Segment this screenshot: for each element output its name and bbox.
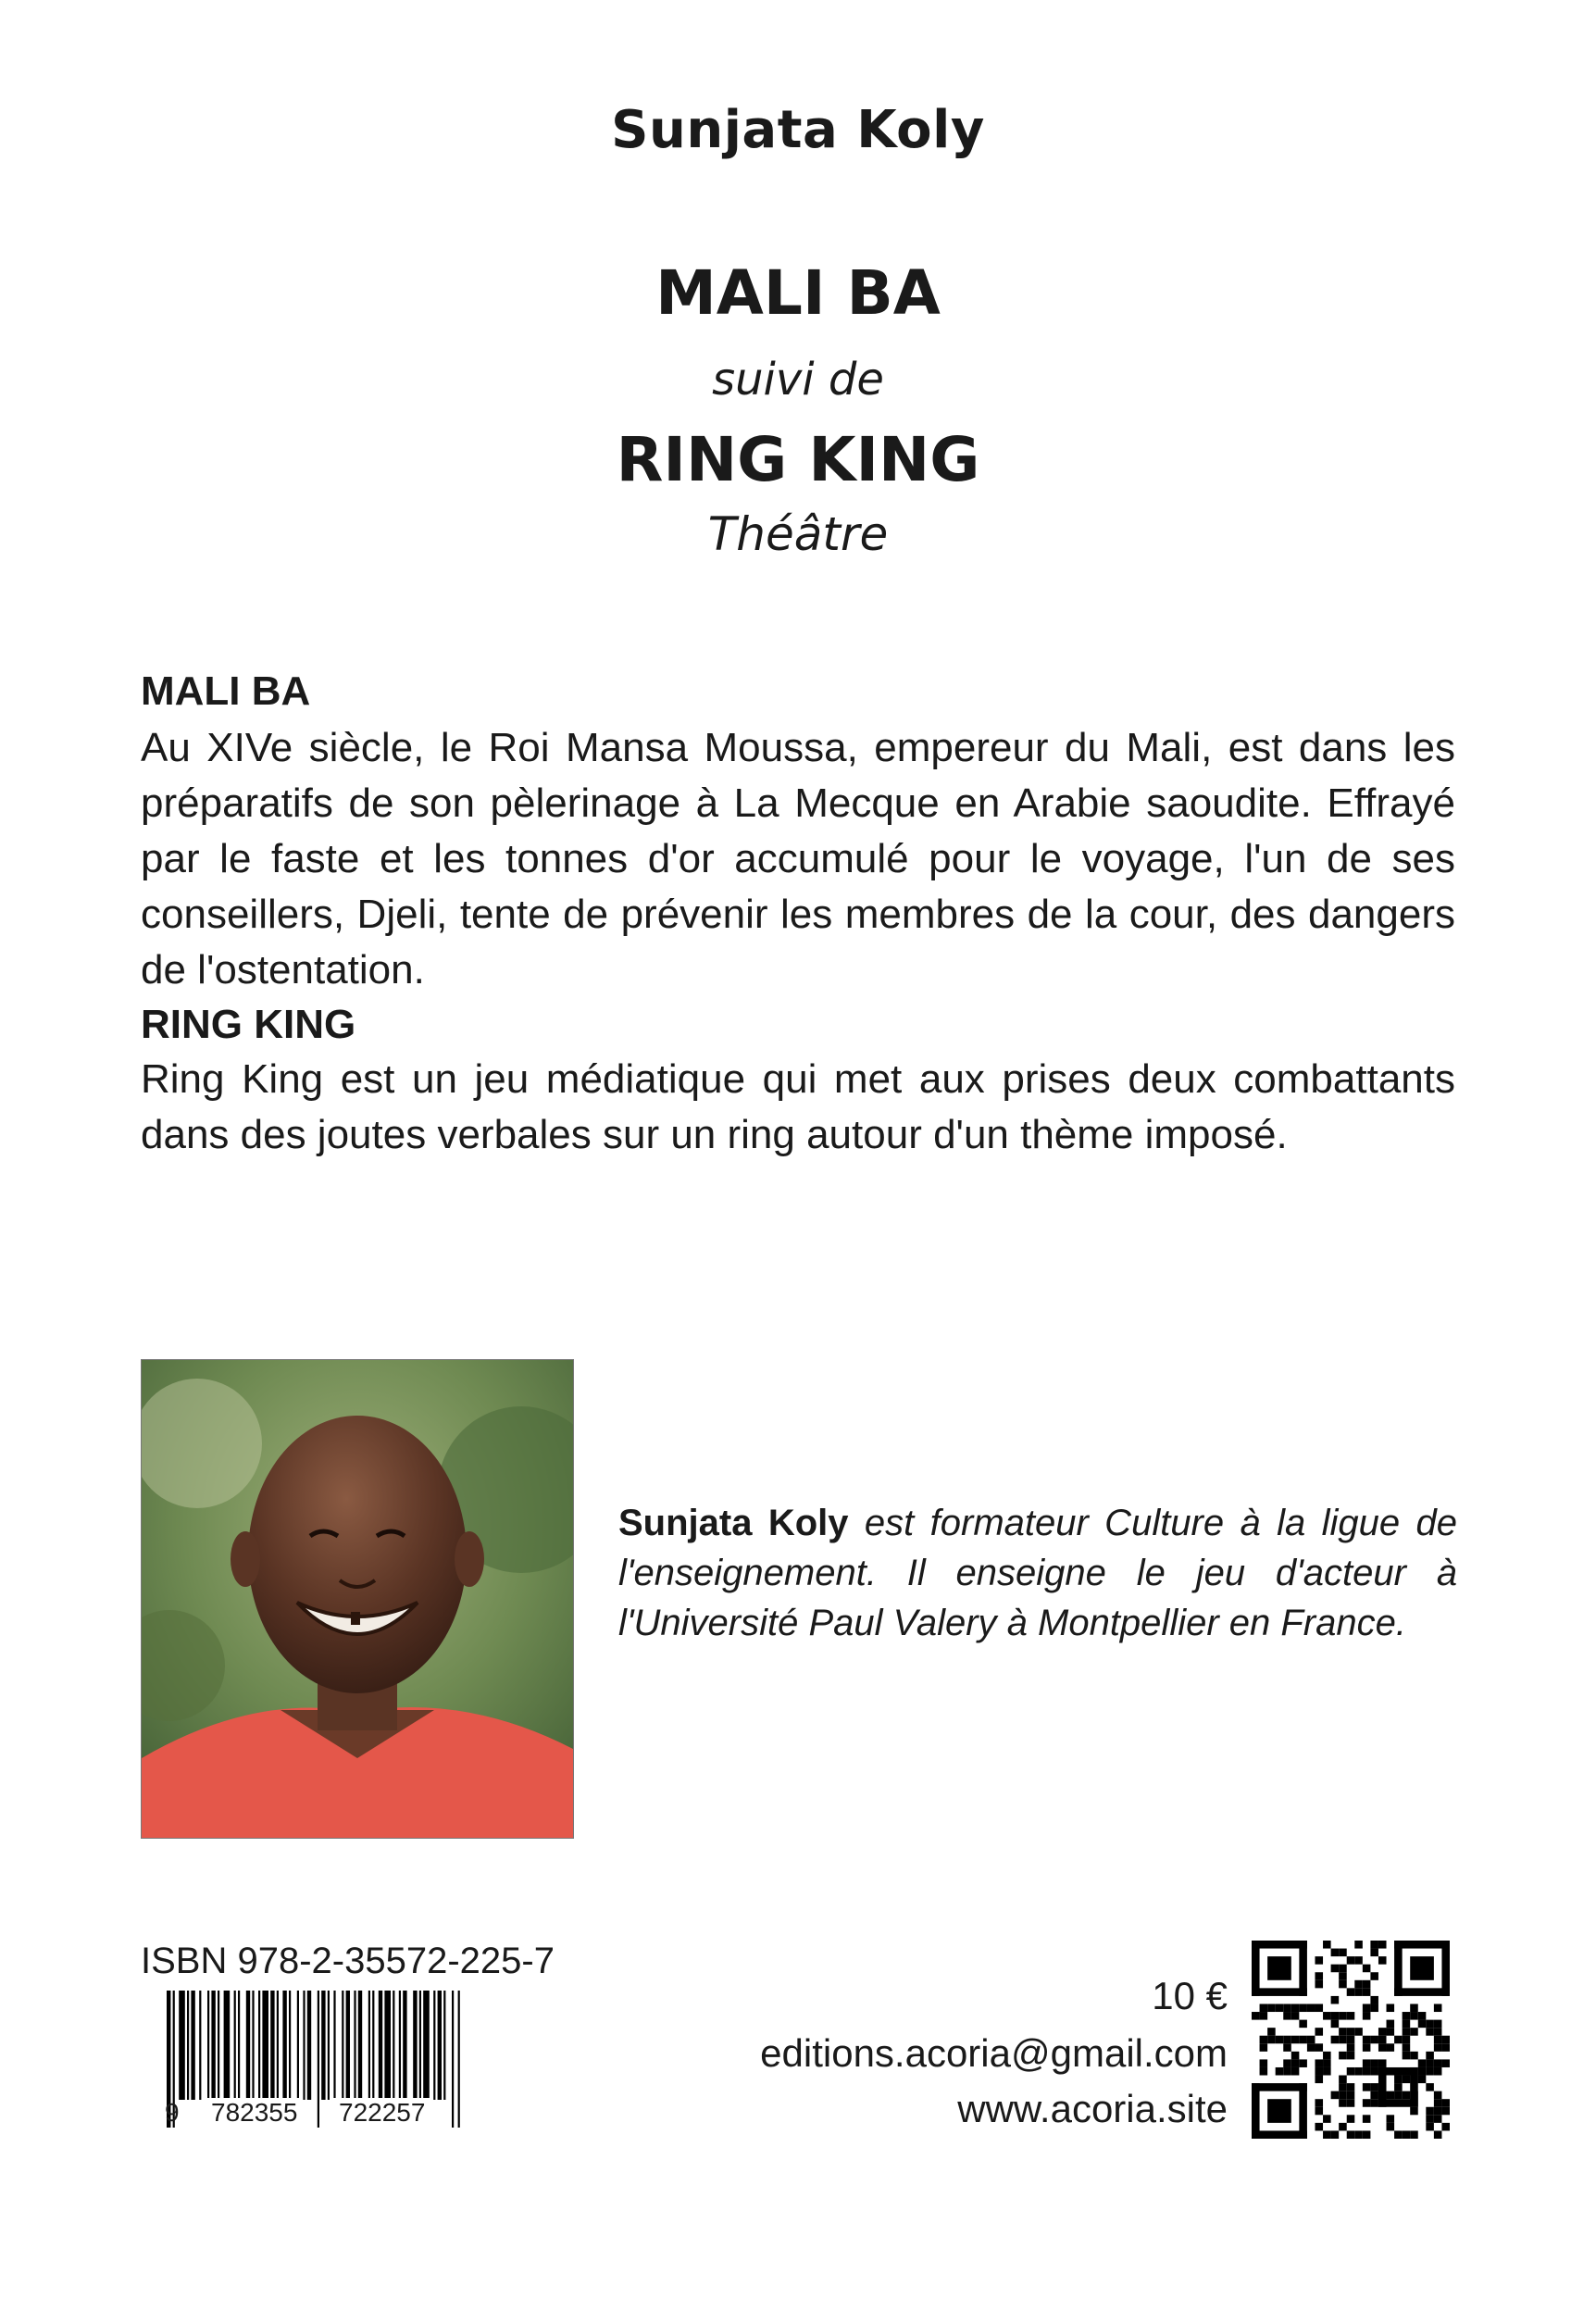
barcode-bar: [443, 1991, 445, 2100]
qr-module: [1363, 1988, 1371, 1996]
qr-module: [1339, 1965, 1347, 1973]
qr-module: [1260, 2004, 1268, 2012]
barcode-bar: [218, 1991, 219, 2100]
qr-module: [1315, 2107, 1323, 2116]
barcode-bar: [346, 1991, 350, 2100]
barcode-bar: [413, 1991, 417, 2100]
qr-module: [1387, 2091, 1395, 2100]
qr-module: [1354, 2067, 1363, 2076]
qr-module: [1370, 2091, 1378, 2100]
qr-module: [1347, 1988, 1355, 1996]
qr-module: [1347, 2012, 1355, 2020]
barcode-bar: [354, 1991, 355, 2100]
qr-module: [1323, 2012, 1331, 2020]
qr-module: [1339, 1972, 1347, 1980]
barcode-bar: [307, 1991, 311, 2100]
qr-module: [1426, 2052, 1434, 2060]
qr-module: [1339, 2123, 1347, 2131]
qr-module: [1418, 2059, 1427, 2067]
author-name: Sunjata Koly: [611, 100, 985, 160]
qr-module: [1434, 2020, 1442, 2029]
qr-module: [1252, 1988, 1307, 1996]
qr-module: [1323, 1941, 1331, 1949]
qr-module: [1394, 1941, 1450, 1949]
qr-module: [1299, 1941, 1307, 1996]
qr-module: [1347, 2067, 1355, 2076]
qr-module: [1370, 2083, 1378, 2091]
qr-module: [1370, 2036, 1378, 2044]
qr-module: [1283, 2036, 1291, 2044]
qr-module: [1331, 2091, 1340, 2100]
qr-module: [1315, 2028, 1323, 2036]
qr-module: [1363, 1965, 1371, 1973]
qr-module: [1387, 2004, 1395, 2012]
qr-module: [1291, 2036, 1300, 2044]
qr-module: [1315, 2123, 1323, 2131]
barcode-bar: [423, 1991, 430, 2100]
barcode-bar: [252, 1991, 254, 2100]
barcode-bar: [393, 1991, 394, 2100]
barcode-bar: [191, 1991, 194, 2100]
title-connector: suivi de: [712, 354, 884, 406]
qr-module: [1347, 2036, 1355, 2044]
qr-module: [1283, 2059, 1291, 2067]
qr-module: [1403, 2028, 1411, 2036]
qr-module: [1441, 2099, 1450, 2107]
qr-module: [1403, 2076, 1411, 2084]
qr-module: [1434, 2004, 1442, 2012]
qr-module: [1378, 2043, 1387, 2052]
qr-module: [1370, 1949, 1378, 1957]
qr-module: [1315, 2076, 1323, 2084]
qr-module: [1291, 2004, 1300, 2012]
qr-module: [1426, 2067, 1434, 2076]
qr-module: [1299, 2083, 1307, 2139]
section-heading-mali-ba: MALI BA: [141, 668, 311, 714]
barcode-bar: [258, 1991, 260, 2100]
qr-module: [1370, 1996, 1378, 2004]
qr-module: [1291, 2067, 1300, 2076]
qr-module: [1252, 1941, 1307, 1949]
qr-module: [1315, 2043, 1323, 2052]
section-text-mali-ba: Au XIVe siècle, le Roi Mansa Moussa, empereur du Mali, est dans les préparatifs de son pèlerinage à La Mecque en Arabie saoudite. Effrayé par le faste et les tonnes d'or accumulé pour le voyage, l'un de ses conseillers, Djeli, tente de prévenir les membres de la cour, des dangers de l'ostentation.: [141, 725, 1455, 992]
qr-module: [1307, 2036, 1315, 2044]
qr-module: [1370, 2067, 1378, 2076]
qr-module: [1354, 2130, 1363, 2139]
qr-module: [1339, 2099, 1347, 2107]
barcode-bar: [328, 1991, 330, 2100]
barcode-bar: [342, 1991, 343, 2100]
section-heading-ring-king: RING KING: [141, 1002, 356, 1047]
qr-module: [1323, 2115, 1331, 2123]
qr-module: [1252, 2083, 1307, 2091]
qr-module: [1354, 1956, 1363, 1965]
qr-module: [1307, 2043, 1315, 2052]
qr-module: [1276, 2036, 1284, 2044]
qr-module: [1315, 2099, 1323, 2107]
qr-module: [1252, 2130, 1307, 2139]
qr-module: [1434, 2115, 1442, 2123]
qr-module: [1403, 2052, 1411, 2060]
qr-module: [1347, 2130, 1355, 2139]
qr-module: [1441, 2036, 1450, 2044]
barcode-bar: [438, 1991, 442, 2100]
qr-module: [1394, 2130, 1403, 2139]
qr-module: [1426, 2020, 1434, 2029]
qr-module: [1267, 2004, 1276, 2012]
barcode-bar: [372, 1991, 374, 2100]
qr-module: [1370, 2004, 1378, 2012]
author-photo: [141, 1359, 574, 1839]
book-title-2: RING KING: [616, 424, 980, 495]
qr-module: [1267, 2036, 1276, 2044]
qr-module: [1252, 2012, 1260, 2020]
barcode-bar: [458, 1991, 460, 2128]
barcode-bar: [234, 1991, 236, 2100]
barcode-bar: [318, 1991, 319, 2128]
qr-module: [1283, 2012, 1291, 2020]
qr-code: [1252, 1941, 1450, 2139]
qr-module: [1394, 2083, 1403, 2091]
barcode-bar: [321, 1991, 325, 2100]
qr-module: [1331, 2020, 1340, 2029]
qr-module: [1441, 2107, 1450, 2116]
qr-module: [1339, 2076, 1347, 2084]
barcode-bar: [384, 1991, 391, 2100]
qr-module: [1394, 2036, 1403, 2044]
barcode-digits-group2: 722257: [333, 2098, 430, 2128]
qr-module: [1426, 2123, 1434, 2131]
author-bio: [618, 1498, 1457, 1648]
qr-module: [1394, 2091, 1403, 2100]
bio-author-name: Sunjata Koly: [618, 1503, 849, 1543]
qr-module: [1260, 2059, 1268, 2067]
genre-label: Théâtre: [707, 507, 889, 561]
qr-module: [1410, 1956, 1434, 1980]
qr-module: [1315, 1956, 1323, 1965]
qr-module: [1426, 2083, 1434, 2091]
qr-module: [1339, 2052, 1347, 2060]
qr-module: [1387, 2123, 1395, 2131]
qr-module: [1394, 1988, 1450, 1996]
qr-module: [1252, 1941, 1260, 1996]
qr-module: [1410, 2012, 1418, 2020]
qr-module: [1403, 2036, 1411, 2044]
qr-module: [1260, 2067, 1268, 2076]
qr-module: [1394, 1941, 1403, 1996]
qr-module: [1370, 2099, 1378, 2107]
qr-module: [1339, 1949, 1347, 1957]
qr-module: [1363, 2130, 1371, 2139]
qr-module: [1370, 1941, 1378, 1949]
qr-module: [1378, 1941, 1387, 1949]
qr-module: [1387, 2020, 1395, 2029]
qr-module: [1315, 1972, 1323, 1980]
qr-module: [1291, 2012, 1300, 2020]
qr-module: [1363, 2004, 1371, 2012]
qr-module: [1403, 2012, 1411, 2020]
qr-module: [1315, 2067, 1323, 2076]
qr-module: [1434, 2059, 1442, 2067]
qr-module: [1323, 2052, 1331, 2060]
qr-module: [1347, 1956, 1355, 1965]
qr-module: [1315, 1980, 1323, 1989]
barcode-digit-first: 9: [165, 2098, 180, 2127]
qr-module: [1387, 2028, 1395, 2036]
barcode-bar: [403, 1991, 406, 2100]
qr-module: [1323, 2059, 1331, 2067]
qr-module: [1339, 2012, 1347, 2020]
qr-module: [1347, 2115, 1355, 2123]
qr-module: [1347, 2043, 1355, 2052]
qr-module: [1403, 2130, 1411, 2139]
qr-module: [1426, 2059, 1434, 2067]
barcode-bar: [246, 1991, 250, 2100]
book-title-1: MALI BA: [655, 257, 941, 329]
barcode-bar: [379, 1991, 382, 2100]
qr-module: [1403, 2043, 1411, 2052]
barcode-bar: [358, 1991, 362, 2100]
qr-module: [1363, 2036, 1371, 2044]
qr-module: [1363, 1980, 1371, 1989]
qr-module: [1354, 1980, 1363, 1989]
qr-module: [1410, 2130, 1418, 2139]
qr-module: [1299, 2036, 1307, 2044]
qr-module: [1418, 2076, 1427, 2084]
publisher-website[interactable]: www.acoria.site: [957, 2087, 1228, 2130]
qr-module: [1418, 2067, 1427, 2076]
qr-module: [1291, 2059, 1300, 2067]
qr-module: [1331, 2036, 1340, 2044]
qr-module: [1434, 2036, 1442, 2044]
qr-module: [1331, 2130, 1340, 2139]
qr-module: [1363, 2115, 1371, 2123]
qr-module: [1354, 1941, 1363, 1949]
qr-module: [1323, 2130, 1331, 2139]
qr-module: [1441, 2059, 1450, 2067]
qr-module: [1252, 2083, 1260, 2139]
qr-module: [1299, 2059, 1307, 2067]
qr-module: [1299, 2020, 1307, 2029]
qr-module: [1339, 1980, 1347, 1989]
price: 10 €: [1152, 1974, 1228, 2017]
barcode-bar: [452, 1991, 454, 2128]
qr-module: [1418, 2012, 1427, 2020]
barcode-bar: [297, 1991, 299, 2100]
barcode-bar: [262, 1991, 268, 2100]
qr-module: [1434, 2107, 1442, 2116]
qr-module: [1260, 2012, 1268, 2020]
qr-module: [1441, 1941, 1450, 1996]
qr-module: [1283, 2067, 1291, 2076]
barcode-bar: [368, 1991, 370, 2100]
qr-module: [1331, 2012, 1340, 2020]
qr-module: [1363, 2059, 1371, 2067]
qr-module: [1426, 2115, 1434, 2123]
qr-module: [1323, 2067, 1331, 2076]
barcode-bar: [207, 1991, 209, 2100]
qr-module: [1370, 1972, 1378, 1980]
qr-module: [1410, 2107, 1418, 2116]
qr-module: [1441, 2043, 1450, 2052]
qr-module: [1363, 2099, 1371, 2107]
qr-module: [1378, 2036, 1387, 2044]
qr-module: [1260, 2043, 1268, 2052]
qr-module: [1283, 2004, 1291, 2012]
qr-module: [1370, 2059, 1378, 2067]
qr-module: [1315, 2004, 1323, 2012]
qr-module: [1403, 2091, 1411, 2100]
barcode-bar: [187, 1991, 189, 2100]
qr-module: [1291, 2052, 1300, 2060]
qr-module: [1347, 2099, 1355, 2107]
qr-module: [1347, 2091, 1355, 2100]
qr-module: [1315, 2059, 1323, 2067]
barcode-bar: [399, 1991, 401, 2100]
qr-module: [1331, 1996, 1340, 2004]
qr-module: [1347, 2052, 1355, 2060]
qr-module: [1387, 2115, 1395, 2123]
qr-module: [1276, 2004, 1284, 2012]
qr-module: [1276, 2067, 1284, 2076]
barcode-bar: [277, 1991, 279, 2100]
barcode-bar: [433, 1991, 435, 2100]
qr-module: [1387, 2043, 1395, 2052]
barcode-bar: [199, 1991, 201, 2100]
qr-module: [1441, 2123, 1450, 2131]
barcode-bar: [211, 1991, 215, 2100]
qr-module: [1283, 2043, 1291, 2052]
qr-module: [1434, 2028, 1442, 2036]
qr-module: [1354, 2028, 1363, 2036]
barcode-bar: [289, 1991, 291, 2100]
isbn-label: ISBN 978-2-35572-225-7: [141, 1941, 555, 1981]
qr-module: [1410, 2004, 1418, 2012]
qr-module: [1426, 2028, 1434, 2036]
qr-module: [1267, 2099, 1291, 2123]
qr-module: [1434, 2091, 1442, 2100]
barcode-bar: [238, 1991, 240, 2100]
qr-module: [1363, 2067, 1371, 2076]
barcode-digits-group1: 782355: [206, 2098, 303, 2128]
barcode-bar: [419, 1991, 421, 2100]
qr-module: [1347, 2083, 1355, 2091]
qr-module: [1434, 2067, 1442, 2076]
qr-module: [1410, 2052, 1418, 2060]
qr-module: [1378, 2059, 1387, 2067]
qr-module: [1347, 2028, 1355, 2036]
qr-module: [1331, 1965, 1340, 1973]
qr-module: [1339, 2091, 1347, 2100]
publisher-email[interactable]: editions.acoria@gmail.com: [760, 2031, 1228, 2075]
barcode-bar: [270, 1991, 274, 2100]
barcode-bar: [224, 1991, 231, 2100]
qr-module: [1378, 2067, 1387, 2107]
qr-module: [1426, 2107, 1434, 2116]
bio-text: est formateur Culture à la ligue de l'enseignement. Il enseigne le jeu d'acteur à l'Université Paul Valery à Montpellier en France.: [618, 1503, 1458, 1643]
qr-module: [1394, 2076, 1403, 2084]
qr-module: [1434, 2130, 1442, 2139]
qr-module: [1434, 2099, 1442, 2107]
qr-module: [1260, 2036, 1268, 2044]
qr-module: [1363, 2043, 1371, 2052]
qr-module: [1363, 2083, 1371, 2091]
qr-module: [1410, 2067, 1418, 2107]
qr-module: [1378, 1956, 1387, 1965]
qr-module: [1267, 1956, 1291, 1980]
qr-module: [1403, 2020, 1411, 2029]
qr-module: [1363, 2012, 1371, 2020]
qr-module: [1267, 2028, 1276, 2036]
qr-module: [1434, 2043, 1442, 2052]
barcode-bar: [303, 1991, 305, 2100]
barcode-bar: [179, 1991, 185, 2100]
qr-module: [1354, 1988, 1363, 1996]
qr-module: [1339, 2028, 1347, 2036]
barcode-bar: [282, 1991, 286, 2100]
section-text-ring-king: Ring King est un jeu médiatique qui met aux prises deux combattants dans des joutes verbales sur un ring autour d'un thème imposé.: [141, 1056, 1455, 1157]
qr-module: [1339, 2083, 1347, 2091]
qr-module: [1339, 2036, 1347, 2044]
qr-module: [1378, 2028, 1387, 2036]
qr-module: [1307, 2004, 1315, 2012]
barcode-bar: [333, 1991, 335, 2100]
qr-module: [1410, 2028, 1418, 2036]
qr-module: [1299, 2004, 1307, 2012]
qr-module: [1331, 1949, 1340, 1957]
qr-module: [1418, 2020, 1427, 2029]
